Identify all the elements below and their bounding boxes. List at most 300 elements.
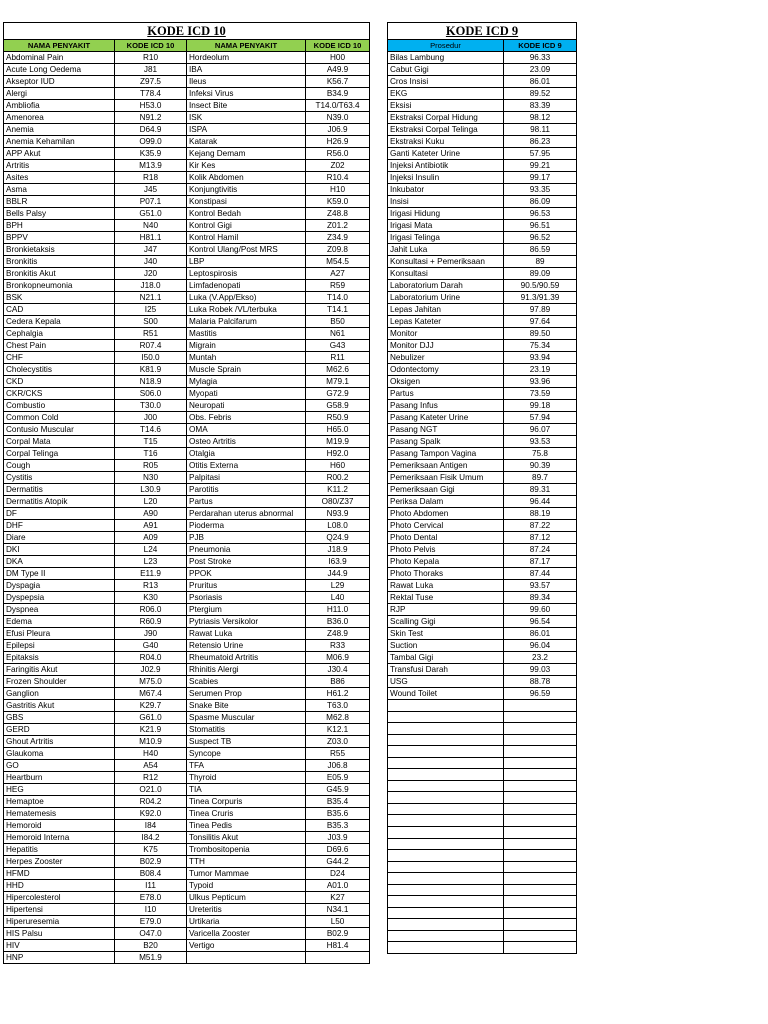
procedure-name: Odontectomy (388, 364, 504, 376)
empty-cell (504, 873, 577, 885)
empty-cell (388, 746, 504, 758)
icd10-code: M13.9 (115, 160, 187, 172)
disease-name: Malaria Palcifarum (187, 316, 306, 328)
disease-name: Ptergium (187, 604, 306, 616)
procedure-name: Bilas Lambung (388, 52, 504, 64)
procedure-name: Laboratorium Darah (388, 280, 504, 292)
icd9-code: 89.50 (504, 328, 577, 340)
icd9-code: 86.09 (504, 196, 577, 208)
icd10-code: J20 (115, 268, 187, 280)
procedure-name: Periksa Dalam (388, 496, 504, 508)
table-row (388, 256, 577, 268)
icd10-code: P07.1 (115, 196, 187, 208)
empty-row (388, 769, 577, 781)
disease-name: Infeksi Virus (187, 88, 306, 100)
icd10-code: T14.0/T63.4 (306, 100, 370, 112)
disease-name: Tumor Mammae (187, 868, 306, 880)
procedure-name: Laboratorium Urine (388, 292, 504, 304)
table-row (4, 544, 370, 556)
table-row (388, 448, 577, 460)
table-row (4, 724, 370, 736)
table-row (4, 604, 370, 616)
empty-cell (388, 757, 504, 769)
icd10-code: A09 (115, 532, 187, 544)
disease-name: Neuropati (187, 400, 306, 412)
icd10-code: E78.0 (115, 892, 187, 904)
icd10-code: Z02 (306, 160, 370, 172)
icd9-code: 99.18 (504, 400, 577, 412)
table-row (4, 952, 370, 964)
table-row (4, 832, 370, 844)
disease-name: Varicella Zooster (187, 928, 306, 940)
table-row (4, 256, 370, 268)
icd10-header-code-right: KODE ICD 10 (306, 40, 370, 52)
table-row (388, 352, 577, 364)
procedure-name: Ganti Kateter Urine (388, 148, 504, 160)
disease-name: Tinea Cruris (187, 808, 306, 820)
disease-name: Ileus (187, 76, 306, 88)
disease-name: Hemoroid (4, 820, 115, 832)
icd10-code: Z48.8 (306, 208, 370, 220)
procedure-name: Rawat Luka (388, 580, 504, 592)
icd10-code: T16 (115, 448, 187, 460)
table-row (388, 172, 577, 184)
disease-name: Amenorea (4, 112, 115, 124)
table-row (4, 268, 370, 280)
disease-name: BPPV (4, 232, 115, 244)
disease-name: Kontrol Bedah (187, 208, 306, 220)
procedure-name: Irigasi Telinga (388, 232, 504, 244)
icd9-code: 89.7 (504, 472, 577, 484)
icd10-code: H61.2 (306, 688, 370, 700)
disease-name: Alergi (4, 88, 115, 100)
disease-name: Snake Bite (187, 700, 306, 712)
disease-name: ISPA (187, 124, 306, 136)
icd10-code: A27 (306, 268, 370, 280)
table-row (388, 532, 577, 544)
icd9-code: 99.21 (504, 160, 577, 172)
icd9-code: 93.57 (504, 580, 577, 592)
table-row (388, 676, 577, 688)
icd10-code: M75.0 (115, 676, 187, 688)
table-row (4, 292, 370, 304)
procedure-name: Ekstraksi Kuku (388, 136, 504, 148)
disease-name: Dermatitis Atopik (4, 496, 115, 508)
disease-name: Typoid (187, 880, 306, 892)
icd9-code: 86.59 (504, 244, 577, 256)
table-row (4, 796, 370, 808)
disease-name: Stomatitis (187, 724, 306, 736)
table-row (388, 616, 577, 628)
table-row (388, 340, 577, 352)
disease-name: CKR/CKS (4, 388, 115, 400)
table-row (4, 760, 370, 772)
disease-name: Migrain (187, 340, 306, 352)
empty-cell (504, 746, 577, 758)
disease-name: Bells Palsy (4, 208, 115, 220)
icd10-code: L30.9 (115, 484, 187, 496)
disease-name: Pytriasis Versikolor (187, 616, 306, 628)
empty-cell (388, 896, 504, 908)
table-row (388, 124, 577, 136)
empty-cell (504, 723, 577, 735)
icd9-code: 90.39 (504, 460, 577, 472)
disease-name: HFMD (4, 868, 115, 880)
icd10-code: N61 (306, 328, 370, 340)
icd10-code: R56.0 (306, 148, 370, 160)
table-row (4, 412, 370, 424)
disease-name: Dyspepsia (4, 592, 115, 604)
icd10-code: G45.9 (306, 784, 370, 796)
table-row (4, 364, 370, 376)
disease-name: Tinea Pedis (187, 820, 306, 832)
procedure-name: Photo Abdomen (388, 508, 504, 520)
disease-name: Acute Long Oedema (4, 64, 115, 76)
icd10-code: B50 (306, 316, 370, 328)
icd10-code: H40 (115, 748, 187, 760)
table-row (388, 520, 577, 532)
icd10-code: T78.4 (115, 88, 187, 100)
icd10-code: H60 (306, 460, 370, 472)
table-row (388, 640, 577, 652)
icd10-code: H53.0 (115, 100, 187, 112)
icd10-code: E11.9 (115, 568, 187, 580)
disease-name: Kontrol Gigi (187, 220, 306, 232)
table-row (4, 940, 370, 952)
table-row (4, 388, 370, 400)
table-row (388, 64, 577, 76)
table-row (4, 460, 370, 472)
icd10-code: I25 (115, 304, 187, 316)
empty-cell (504, 803, 577, 815)
icd10-code: Z03.0 (306, 736, 370, 748)
table-row (4, 856, 370, 868)
table-row (4, 448, 370, 460)
disease-name: Anemia Kehamilan (4, 136, 115, 148)
icd10-code: B35.4 (306, 796, 370, 808)
procedure-name: Oksigen (388, 376, 504, 388)
disease-name: Akseptor IUD (4, 76, 115, 88)
table-row (4, 424, 370, 436)
icd10-code: M79.1 (306, 376, 370, 388)
procedure-name: Rektal Tuse (388, 592, 504, 604)
icd10-code: M06.9 (306, 652, 370, 664)
empty-cell (504, 930, 577, 942)
disease-name: Palpitasi (187, 472, 306, 484)
icd9-code: 96.07 (504, 424, 577, 436)
icd10-code: N40 (115, 220, 187, 232)
empty-cell (504, 919, 577, 931)
icd10-code: G61.0 (115, 712, 187, 724)
disease-name: HEG (4, 784, 115, 796)
empty-row (388, 792, 577, 804)
table-row (388, 652, 577, 664)
icd10-code: N91.2 (115, 112, 187, 124)
icd9-code: 57.94 (504, 412, 577, 424)
table-row (388, 580, 577, 592)
table-row (4, 748, 370, 760)
icd10-code: M67.4 (115, 688, 187, 700)
procedure-name: Cabut Gigi (388, 64, 504, 76)
table-row (388, 628, 577, 640)
icd10-code: K56.7 (306, 76, 370, 88)
procedure-name: Pasang Tampon Vagina (388, 448, 504, 460)
table-row (4, 532, 370, 544)
icd10-code: I50.0 (115, 352, 187, 364)
icd10-code: M19.9 (306, 436, 370, 448)
empty-row (388, 838, 577, 850)
icd9-code: 75.34 (504, 340, 577, 352)
icd10-code: M10.9 (115, 736, 187, 748)
disease-name: OMA (187, 424, 306, 436)
procedure-name: Pasang Kateter Urine (388, 412, 504, 424)
table-row (4, 712, 370, 724)
disease-name: PJB (187, 532, 306, 544)
icd10-code: R50.9 (306, 412, 370, 424)
table-row (388, 136, 577, 148)
icd10-code: K30 (115, 592, 187, 604)
icd10-code: R07.4 (115, 340, 187, 352)
table-row (4, 172, 370, 184)
icd10-code: A90 (115, 508, 187, 520)
disease-name: Dyspagia (4, 580, 115, 592)
procedure-name: Pasang Infus (388, 400, 504, 412)
empty-cell (504, 792, 577, 804)
disease-name: Dermatitis (4, 484, 115, 496)
disease-name: Ulkus Pepticum (187, 892, 306, 904)
empty-cell (504, 884, 577, 896)
empty-cell (504, 907, 577, 919)
icd10-code: H81.4 (306, 940, 370, 952)
disease-name: Heartburn (4, 772, 115, 784)
icd10-code: K27 (306, 892, 370, 904)
procedure-name: EKG (388, 88, 504, 100)
disease-name: Mylagia (187, 376, 306, 388)
empty-cell (504, 838, 577, 850)
icd10-code: M62.6 (306, 364, 370, 376)
icd10-code: G44.2 (306, 856, 370, 868)
icd10-code: B86 (306, 676, 370, 688)
table-row (4, 880, 370, 892)
table-row (388, 232, 577, 244)
table-row (4, 124, 370, 136)
icd9-code: 57.95 (504, 148, 577, 160)
disease-name: Ganglion (4, 688, 115, 700)
table-row (4, 616, 370, 628)
icd10-code: J18.9 (306, 544, 370, 556)
procedure-name: Cros Insisi (388, 76, 504, 88)
disease-name: Osteo Artritis (187, 436, 306, 448)
icd10-code: H00 (306, 52, 370, 64)
icd9-code: 99.03 (504, 664, 577, 676)
icd10-code: T15 (115, 436, 187, 448)
disease-name: Thyroid (187, 772, 306, 784)
icd10-code: T14.1 (306, 304, 370, 316)
disease-name: Urtikaria (187, 916, 306, 928)
icd10-code: K81.9 (115, 364, 187, 376)
disease-name: Herpes Zooster (4, 856, 115, 868)
icd10-code: A91 (115, 520, 187, 532)
icd10-code: R04.0 (115, 652, 187, 664)
empty-row (388, 942, 577, 954)
table-row (4, 580, 370, 592)
table-row (388, 52, 577, 64)
icd10-code: G51.0 (115, 208, 187, 220)
icd10-header-code-left: KODE ICD 10 (115, 40, 187, 52)
empty-cell (504, 769, 577, 781)
table-row (4, 736, 370, 748)
icd10-code: T63.0 (306, 700, 370, 712)
empty-cell (388, 711, 504, 723)
icd10-code: N34.1 (306, 904, 370, 916)
procedure-name: Tambal Gigi (388, 652, 504, 664)
icd10-code: S00 (115, 316, 187, 328)
icd10-code: Z09.8 (306, 244, 370, 256)
icd10-code: N21.1 (115, 292, 187, 304)
disease-name: CHF (4, 352, 115, 364)
disease-name: Asites (4, 172, 115, 184)
empty-cell (388, 838, 504, 850)
disease-name: Anemia (4, 124, 115, 136)
procedure-name: Insisi (388, 196, 504, 208)
table-row (388, 460, 577, 472)
table-row (4, 640, 370, 652)
empty-cell (388, 873, 504, 885)
procedure-name: Photo Thoraks (388, 568, 504, 580)
procedure-name: Ekstraksi Corpal Hidung (388, 112, 504, 124)
table-row (4, 688, 370, 700)
disease-name: Rheumatoid Artritis (187, 652, 306, 664)
table-row (4, 352, 370, 364)
icd9-code: 93.96 (504, 376, 577, 388)
icd9-code: 90.5/90.59 (504, 280, 577, 292)
empty-cell (388, 827, 504, 839)
empty-cell (504, 711, 577, 723)
empty-cell (388, 919, 504, 931)
disease-name: BBLR (4, 196, 115, 208)
table-row (388, 604, 577, 616)
icd9-code: 99.17 (504, 172, 577, 184)
icd10-code: B02.9 (115, 856, 187, 868)
icd10-code: R59 (306, 280, 370, 292)
table-row (4, 52, 370, 64)
table-row (388, 184, 577, 196)
procedure-name: Irigasi Hidung (388, 208, 504, 220)
icd9-code: 97.89 (504, 304, 577, 316)
disease-name: Bronkitis Akut (4, 268, 115, 280)
icd9-code: 98.11 (504, 124, 577, 136)
empty-cell (504, 700, 577, 712)
icd10-code: B34.9 (306, 88, 370, 100)
empty-row (388, 850, 577, 862)
disease-name: Perdarahan uterus abnormal (187, 508, 306, 520)
table-row (4, 628, 370, 640)
icd10-code (306, 952, 370, 964)
table-row (4, 316, 370, 328)
disease-name: Syncope (187, 748, 306, 760)
empty-cell (388, 792, 504, 804)
disease-name: HHD (4, 880, 115, 892)
empty-row (388, 896, 577, 908)
disease-name: Vertigo (187, 940, 306, 952)
empty-cell (388, 723, 504, 735)
empty-cell (388, 700, 504, 712)
disease-name: Diare (4, 532, 115, 544)
icd10-code: E79.0 (115, 916, 187, 928)
table-row (4, 196, 370, 208)
icd10-code: L50 (306, 916, 370, 928)
icd10-code: R10.4 (306, 172, 370, 184)
icd10-code: H81.1 (115, 232, 187, 244)
disease-name: Otalgia (187, 448, 306, 460)
disease-name: HIV (4, 940, 115, 952)
disease-name: Ambliofia (4, 100, 115, 112)
icd10-code: R18 (115, 172, 187, 184)
procedure-name: Photo Dental (388, 532, 504, 544)
icd10-code: I10 (115, 904, 187, 916)
disease-name: HIS Palsu (4, 928, 115, 940)
table-row (4, 88, 370, 100)
table-row (4, 376, 370, 388)
icd10-code: R33 (306, 640, 370, 652)
empty-row (388, 884, 577, 896)
disease-name: LBP (187, 256, 306, 268)
icd10-code: J06.8 (306, 760, 370, 772)
disease-name: Hepatitis (4, 844, 115, 856)
disease-name: Abdominal Pain (4, 52, 115, 64)
procedure-name: Pemeriksaan Fisik Umum (388, 472, 504, 484)
disease-name: Konstipasi (187, 196, 306, 208)
icd10-title: KODE ICD 10 (4, 23, 370, 40)
empty-cell (504, 780, 577, 792)
empty-row (388, 861, 577, 873)
disease-name: Hordeolum (187, 52, 306, 64)
icd9-code: 87.44 (504, 568, 577, 580)
icd9-code: 96.52 (504, 232, 577, 244)
empty-row (388, 700, 577, 712)
icd10-code: K75 (115, 844, 187, 856)
empty-row (388, 815, 577, 827)
empty-cell (388, 942, 504, 954)
icd9-code: 96.44 (504, 496, 577, 508)
procedure-name: Konsultasi + Pemeriksaan (388, 256, 504, 268)
procedure-name: Skin Test (388, 628, 504, 640)
table-row (4, 904, 370, 916)
table-row (388, 484, 577, 496)
table-row (388, 88, 577, 100)
icd9-code: 75.8 (504, 448, 577, 460)
disease-name: DF (4, 508, 115, 520)
procedure-name: Irigasi Mata (388, 220, 504, 232)
procedure-name: Lepas Kateter (388, 316, 504, 328)
empty-cell (388, 734, 504, 746)
disease-name: Suspect TB (187, 736, 306, 748)
disease-name: Luka Robek /VL/terbuka (187, 304, 306, 316)
disease-name: Frozen Shoulder (4, 676, 115, 688)
procedure-name: Transfusi Darah (388, 664, 504, 676)
disease-name: GBS (4, 712, 115, 724)
icd9-code: 98.12 (504, 112, 577, 124)
icd9-code: 86.01 (504, 76, 577, 88)
disease-name: DKI (4, 544, 115, 556)
icd10-code: H92.0 (306, 448, 370, 460)
empty-row (388, 873, 577, 885)
empty-cell (504, 815, 577, 827)
table-row (4, 160, 370, 172)
table-row (388, 400, 577, 412)
table-row (388, 112, 577, 124)
icd9-code: 89.09 (504, 268, 577, 280)
